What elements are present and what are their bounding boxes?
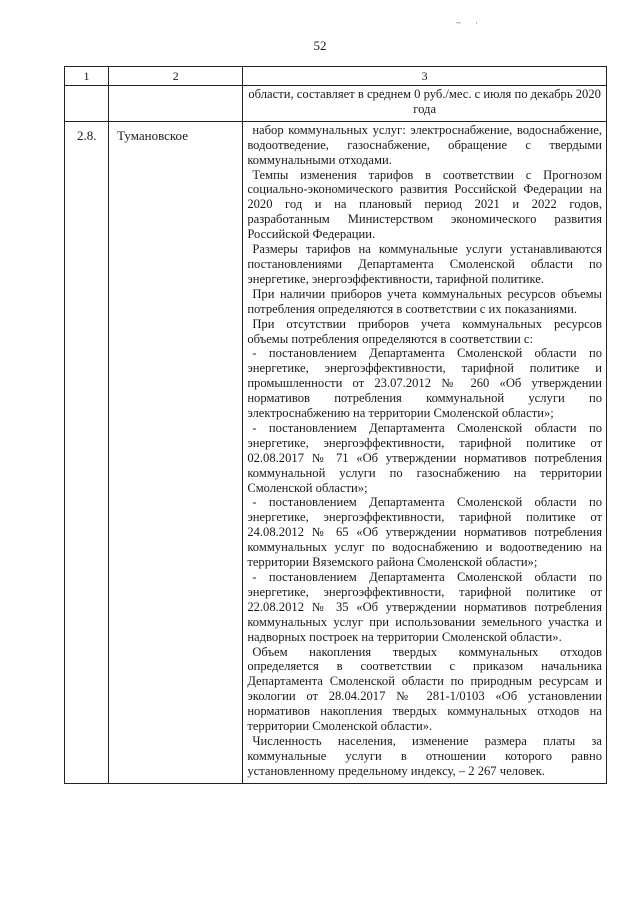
paragraph: Численность населения, изменение размера платы за коммунальные услуги в отношении которого равно установленному предельному индексу, – 2 267 человек. [247,733,602,778]
tariff-table [64,66,607,784]
paragraph: - постановлением Департамента Смоленской области по энергетике, энергоэффективности, тарифной политике и промышленности от 23.07.2012 № 260 «Об утверждении нормативов потребления коммунальной услуги по электроснабжению на территории Смоленской области»; [247,346,602,421]
settlement-name: Тумановское [109,121,243,783]
continuation-name-cell [109,86,243,122]
table-header-row [65,67,607,86]
paragraph: При наличии приборов учета коммунальных ресурсов объемы потребления определяются в соответствии с их показаниями. [247,286,602,316]
header-col-1: 1 [65,67,109,86]
paragraph: - постановлением Департамента Смоленской области по энергетике, энергоэффективности, тарифной политике от 02.08.2017 № 71 «Об утверждении нормативов потребления коммунальной услуги по газоснабжению на территории Смоленской области»; [247,420,602,495]
table-row [65,121,607,783]
paragraph: При отсутствии приборов учета коммунальных ресурсов объемы потребления определяются в соответствии с: [247,316,602,346]
paragraph: - постановлением Департамента Смоленской области по энергетике, энергоэффективности, тарифной политике от 22.08.2012 № 35 «Об утверждении нормативов потребления коммунальных услуг при использовании земельного участка и надворных построек на территории Смоленской области». [247,570,602,644]
paragraph: Размеры тарифов на коммунальные услуги устанавливаются постановлениями Департамента Смоленской области по энергетике, энергоэффективности, тарифной политике. [247,242,602,286]
paragraph: Объем накопления твердых коммунальных отходов определяется в соответствии с приказом начальника Департамента Смоленской области по природным ресурсам и экологии от 28.04.2017 № 281-1/0103 «Об установлении нормативов накопления твердых коммунальных отходов на территории Смоленской области». [247,644,602,734]
continuation-text: области, составляет в среднем 0 руб./мес. с июля по декабрь 2020 года [248,87,601,116]
continuation-num-cell [65,86,109,122]
paragraph: Темпы изменения тарифов в соответствии с Прогнозом социально-экономического развития Российской Федерации на 2020 год и на плановый период 2021 и 2022 годов, разработанным Министерством экономического развития Российской Федерации. [247,167,602,242]
continuation-row [65,86,607,122]
row-description [243,121,607,783]
header-col-2: 2 [109,67,243,86]
header-col-3: 3 [243,67,607,86]
paragraph: набор коммунальных услуг: электроснабжение, водоснабжение, водоотведение, газоснабжение, обращение с твердыми коммунальными отходами. [247,122,602,167]
page-number: 52 [313,38,327,53]
continuation-text-cell [243,86,607,122]
row-number: 2.8. [65,121,109,783]
scan-marks: ~ · [456,18,485,28]
paragraph: - постановлением Департамента Смоленской области по энергетике, энергоэффективности, тарифной политике от 24.08.2012 № 65 «Об утверждении нормативов потребления коммунальных услуг по водоснабжению и водоотведению на территории Вяземского района Смоленской области»; [247,495,602,570]
